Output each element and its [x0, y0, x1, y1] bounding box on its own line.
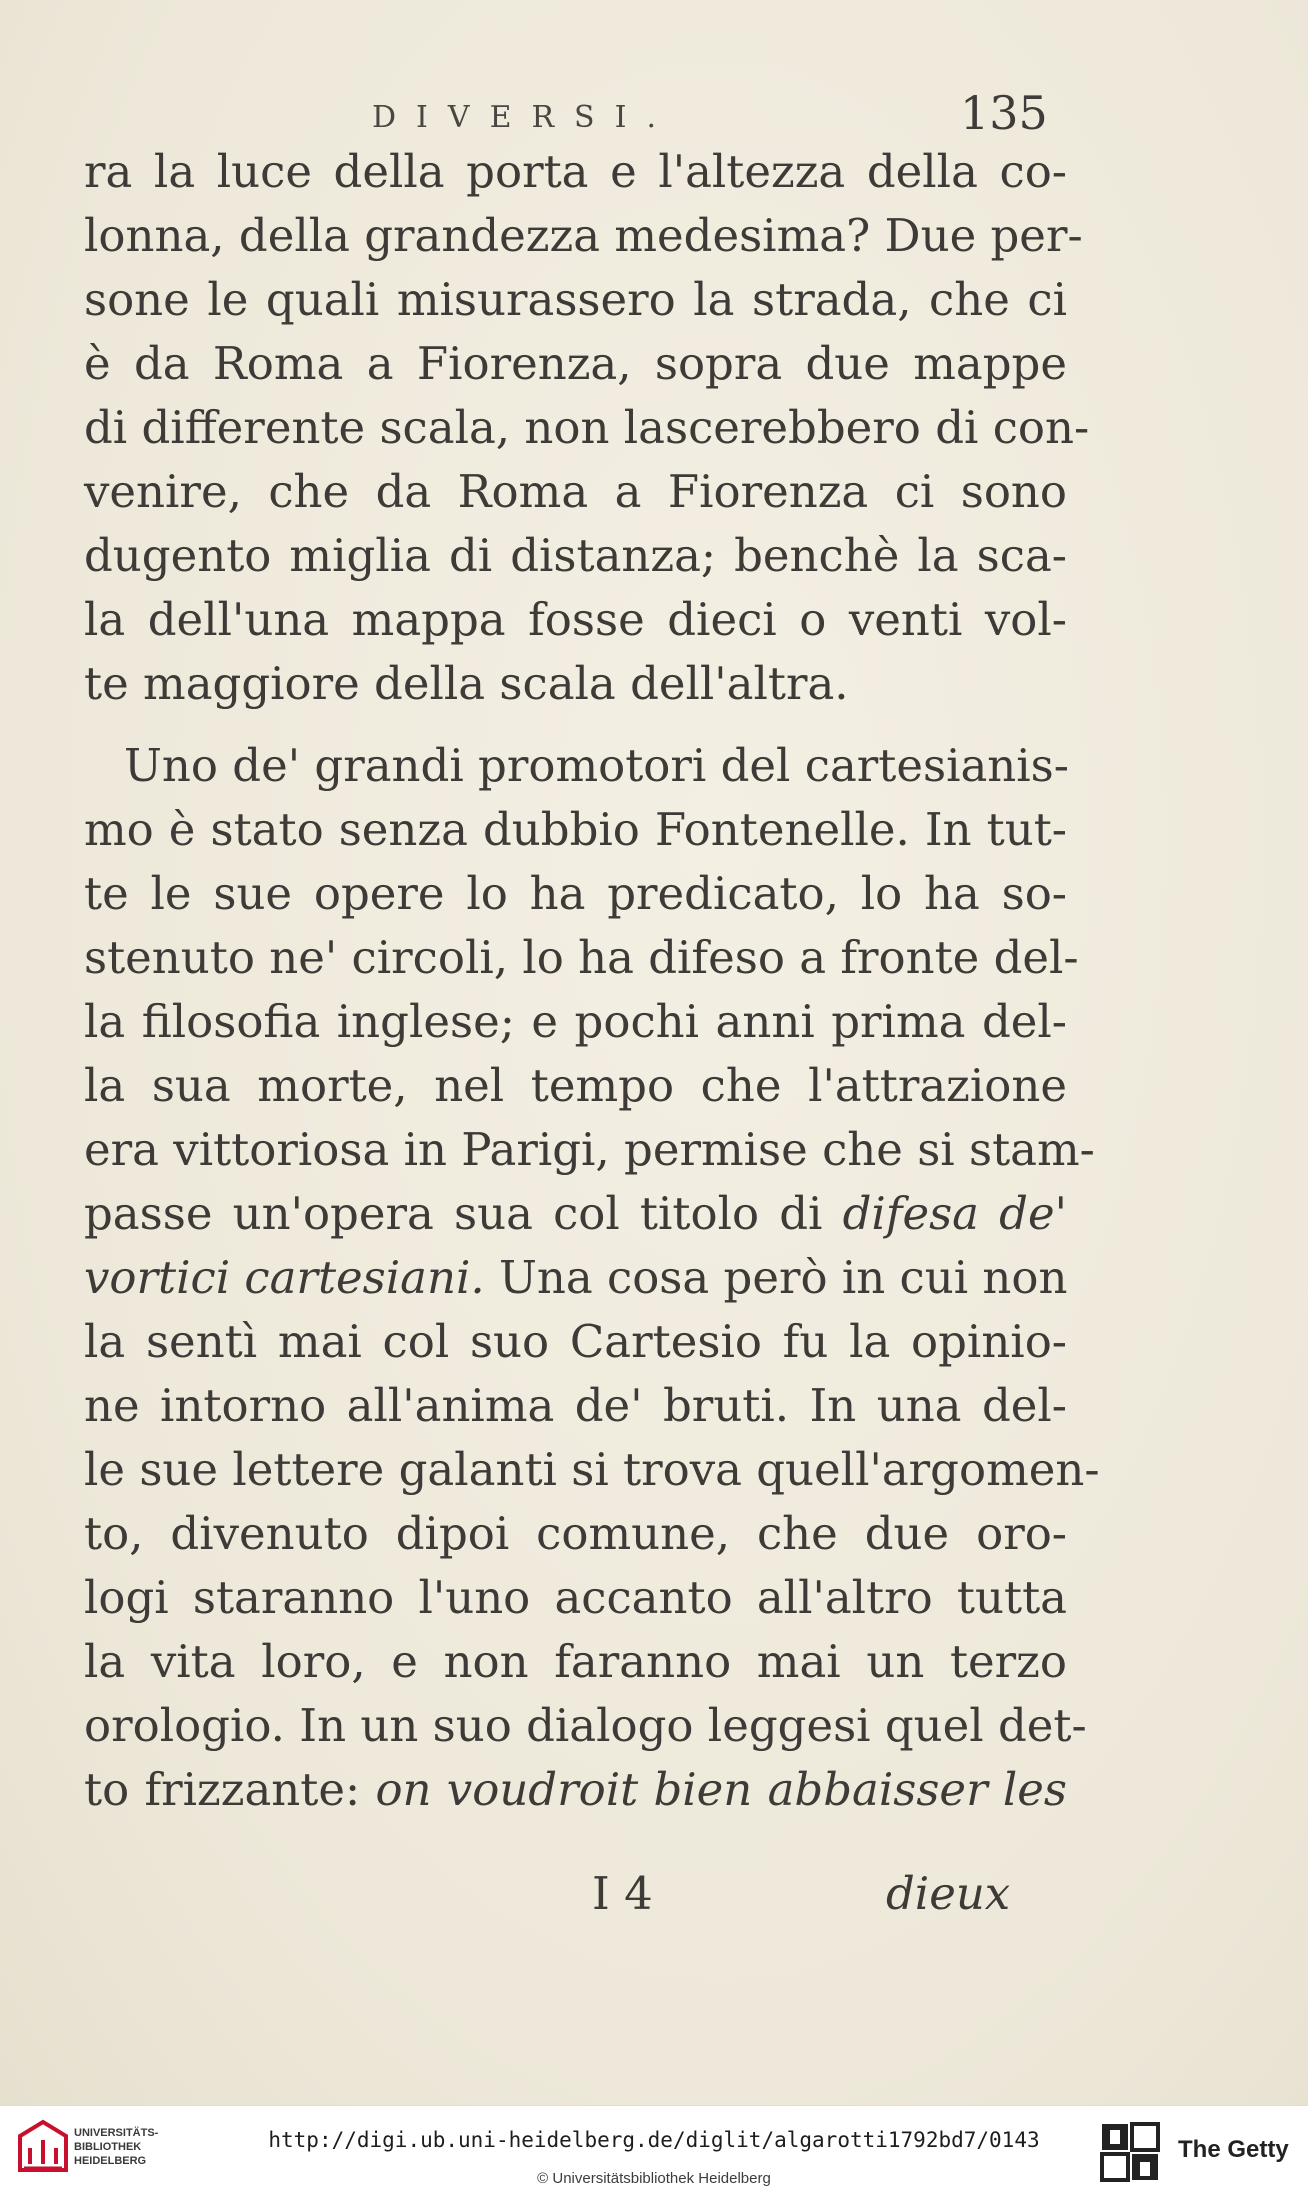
text-line: logi staranno l'uno accanto all'altro tutta — [84, 1571, 1067, 1624]
text-line — [84, 1246, 1067, 1310]
text-line: di differente scala, non lascerebbero di con- — [84, 401, 1090, 454]
partner-name: The Getty — [1178, 2136, 1289, 2163]
text-line: la sentì mai col suo Cartesio fu la opinio- — [84, 1315, 1067, 1368]
signature-mark: I 4 — [592, 1867, 653, 1920]
text-line: era vittoriosa in Parigi, permise che si stam- — [84, 1123, 1095, 1176]
text-line: stenuto ne' circoli, lo ha difeso a fronte del- — [84, 931, 1079, 984]
text-line: la sua morte, nel tempo che l'attrazione — [84, 1059, 1067, 1112]
text-line: ra la luce della porta e l'altezza della co- — [84, 145, 1067, 198]
library-name-line: UNIVERSITÄTS- — [74, 2127, 159, 2139]
text-line: Uno de' grandi promotori del cartesianis- — [124, 739, 1069, 792]
italic-title: difesa de' — [842, 1187, 1067, 1240]
viewer-footer — [0, 2105, 1308, 2201]
text-line: to, divenuto dipoi comune, che due oro- — [84, 1507, 1067, 1560]
text-line: orologio. In un suo dialogo leggesi quel det- — [84, 1699, 1087, 1752]
permalink-url[interactable]: http://digi.ub.uni-heidelberg.de/diglit/algarotti1792bd7/0143 — [268, 2128, 1040, 2152]
text-line: te maggiore della scala dell'altra. — [84, 657, 849, 710]
text-line — [84, 1182, 1067, 1246]
text-fragment: to frizzante: — [84, 1763, 361, 1816]
running-head — [0, 86, 1308, 146]
text-line: è da Roma a Fiorenza, sopra due mappe — [84, 337, 1067, 390]
text-line: te le sue opere lo ha predicato, lo ha so- — [84, 867, 1067, 920]
getty-logo-icon — [1100, 2122, 1160, 2182]
running-head-title: DIVERSI. — [372, 100, 676, 135]
text-line: sone le quali misurassero la strada, che ci — [84, 273, 1067, 326]
catchword: dieux — [886, 1867, 1011, 1920]
text-line: venire, che da Roma a Fiorenza ci sono — [84, 465, 1067, 518]
text-fragment: passe un'opera sua col titolo di — [84, 1187, 823, 1240]
italic-title: vortici cartesiani. — [84, 1251, 485, 1304]
text-line: dugento miglia di distanza; benchè la sca- — [84, 529, 1067, 582]
text-line: la filosofia inglese; e pochi anni prima del- — [84, 995, 1067, 1048]
text-line: lonna, della grandezza medesima? Due per- — [84, 209, 1083, 262]
italic-quote: on voudroit bien abbaisser les — [375, 1763, 1067, 1816]
text-line: mo è stato senza dubbio Fontenelle. In tut- — [84, 803, 1067, 856]
text-line: la dell'una mappa fosse dieci o venti vol- — [84, 593, 1067, 646]
page-number: 135 — [960, 86, 1048, 140]
text-line: la vita loro, e non faranno mai un terzo — [84, 1635, 1067, 1688]
text-line — [84, 1758, 1067, 1822]
text-fragment: Una cosa però in cui non — [498, 1251, 1068, 1304]
text-line: ne intorno all'anima de' bruti. In una del- — [84, 1379, 1067, 1432]
copyright-notice: © Universitätsbibliothek Heidelberg — [537, 2170, 771, 2187]
text-line: le sue lettere galanti si trova quell'argomen- — [84, 1443, 1100, 1496]
library-name-line: HEIDELBERG — [74, 2155, 147, 2167]
library-name-line: BIBLIOTHEK — [74, 2141, 142, 2153]
